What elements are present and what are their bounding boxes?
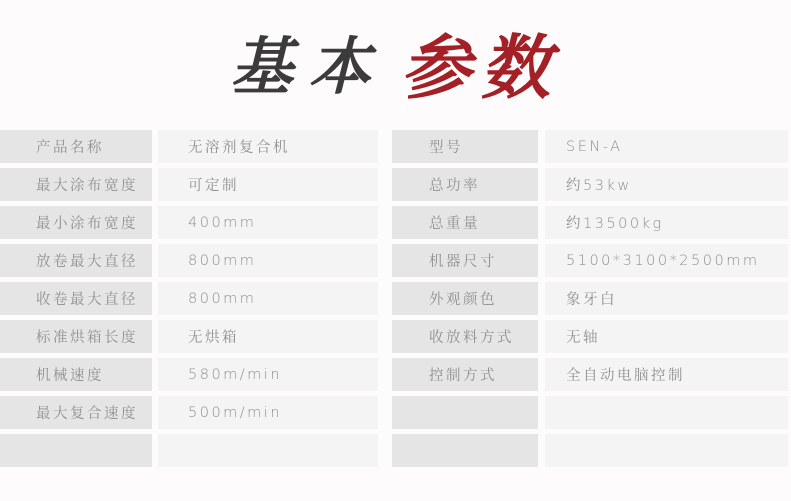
spec-value-appearance-color: 象牙白 <box>545 282 788 315</box>
spec-label-min-coating-width: 最小涂布宽度 <box>0 206 152 239</box>
page-title <box>0 0 791 130</box>
spec-label-unwind-max-diameter: 放卷最大直径 <box>0 244 152 277</box>
spec-value-total-weight: 约13500kg <box>545 206 788 239</box>
spec-label-total-weight: 总重量 <box>392 206 538 239</box>
table-row <box>0 358 791 391</box>
spec-label-total-power: 总功率 <box>392 168 538 201</box>
spec-label-appearance-color: 外观颜色 <box>392 282 538 315</box>
empty-value-cell <box>158 434 378 467</box>
table-row <box>0 434 791 467</box>
spec-value-oven-length: 无烘箱 <box>158 320 378 353</box>
spec-value-unwind-max-diameter: 800mm <box>158 244 378 277</box>
spec-label-rewind-max-diameter: 收卷最大直径 <box>0 282 152 315</box>
spec-value-mechanical-speed: 580m/min <box>158 358 378 391</box>
page-title-text <box>230 26 561 109</box>
spec-value-total-power: 约53kw <box>545 168 788 201</box>
spec-label-product-name: 产品名称 <box>0 130 152 163</box>
table-row <box>0 282 791 315</box>
table-row <box>0 244 791 277</box>
spec-label-max-coating-width: 最大涂布宽度 <box>0 168 152 201</box>
spec-label-mechanical-speed: 机械速度 <box>0 358 152 391</box>
empty-value-cell <box>545 434 788 467</box>
spec-value-machine-size: 5100*3100*2500mm <box>545 244 788 277</box>
empty-label-cell <box>392 434 538 467</box>
table-row <box>0 130 791 163</box>
empty-label-cell <box>0 434 152 467</box>
spec-value-feed-method: 无轴 <box>545 320 788 353</box>
table-row <box>0 396 791 429</box>
spec-value-max-laminating-speed: 500m/min <box>158 396 378 429</box>
spec-label-machine-size: 机器尺寸 <box>392 244 538 277</box>
spec-value-control-method: 全自动电脑控制 <box>545 358 788 391</box>
spec-table <box>0 130 791 467</box>
page-title-black-part: 基本 <box>230 30 387 103</box>
spec-value-rewind-max-diameter: 800mm <box>158 282 378 315</box>
table-row <box>0 168 791 201</box>
spec-label-control-method: 控制方式 <box>392 358 538 391</box>
spec-value-model: SEN-A <box>545 130 788 163</box>
empty-label-cell <box>392 396 538 429</box>
page-title-red-part: 参数 <box>400 26 561 109</box>
table-row <box>0 320 791 353</box>
spec-label-max-laminating-speed: 最大复合速度 <box>0 396 152 429</box>
spec-label-oven-length: 标准烘箱长度 <box>0 320 152 353</box>
spec-label-feed-method: 收放料方式 <box>392 320 538 353</box>
spec-label-model: 型号 <box>392 130 538 163</box>
empty-value-cell <box>545 396 788 429</box>
spec-value-max-coating-width: 可定制 <box>158 168 378 201</box>
spec-value-min-coating-width: 400mm <box>158 206 378 239</box>
spec-value-product-name: 无溶剂复合机 <box>158 130 378 163</box>
table-row <box>0 206 791 239</box>
